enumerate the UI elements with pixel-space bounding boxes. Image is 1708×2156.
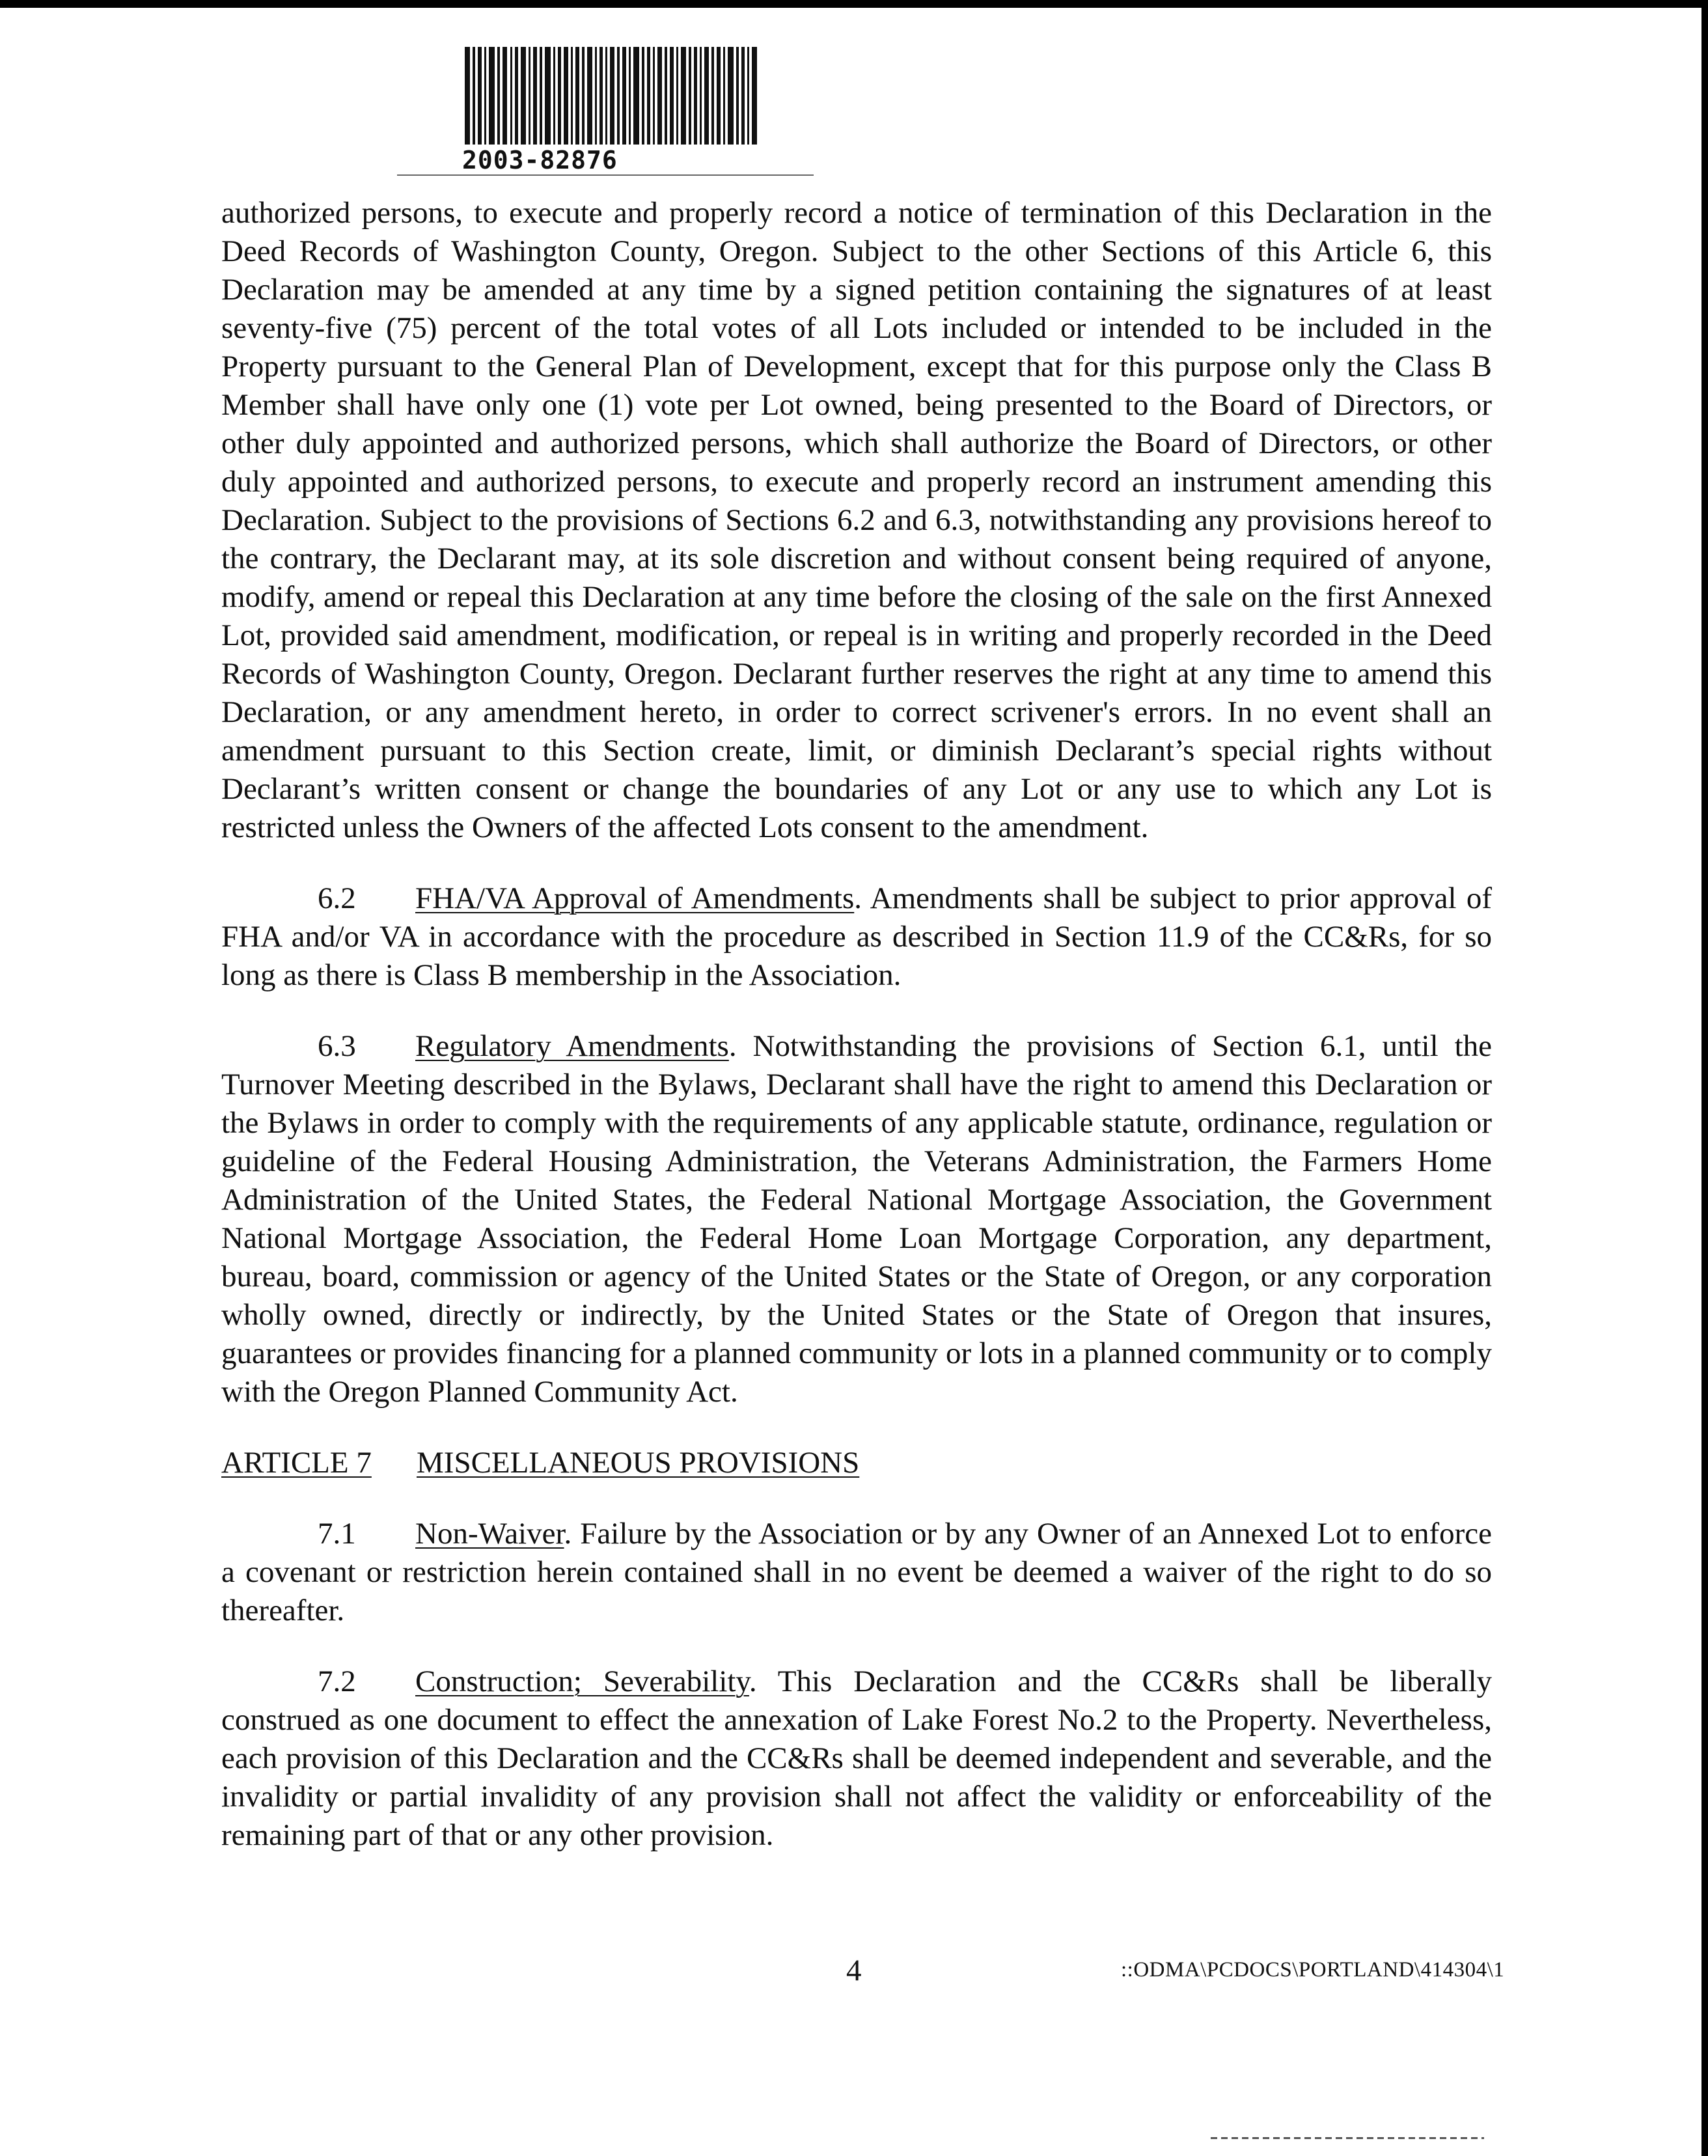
document-path: ::ODMA\PCDOCS\PORTLAND\414304\1 <box>1121 1958 1505 1982</box>
scan-edge-top <box>0 0 1708 8</box>
section-heading: Regulatory Amendments <box>415 1029 729 1063</box>
scan-edge-right <box>1701 0 1708 2156</box>
section-heading: FHA/VA Approval of Amendments <box>415 881 855 915</box>
section-6-3 <box>221 1027 1492 1411</box>
article-7-heading <box>221 1444 1492 1482</box>
section-7-2 <box>221 1663 1492 1855</box>
section-number: 7.2 <box>318 1665 356 1698</box>
section-heading: Non-Waiver <box>415 1517 564 1551</box>
article-title: MISCELLANEOUS PROVISIONS <box>417 1446 860 1480</box>
section-number: 6.3 <box>318 1029 356 1063</box>
section-6-2 <box>221 879 1492 995</box>
barcode-image <box>462 47 762 145</box>
article-number: ARTICLE 7 <box>221 1446 372 1480</box>
section-number: 6.2 <box>318 881 356 915</box>
section-heading: Construction; Severability <box>415 1665 749 1698</box>
recording-barcode <box>462 47 762 174</box>
section-text: . Failure by the Association or by any Owner of an Annexed Lot to enforce a covenant or restriction herein contained shall in no event be deemed a waiver of the right to do so thereafter. <box>221 1517 1492 1627</box>
section-7-1 <box>221 1515 1492 1630</box>
page-number: 4 <box>846 1954 862 1987</box>
section-number: 7.1 <box>318 1517 356 1551</box>
section-text: . Notwithstanding the provisions of Section 6.1, until the Turnover Meeting described in the Bylaws, Declarant shall have the right to amend this Declaration or the Bylaws in order to comply with the requirements of any applicable statute, ordinance, regulation or guideline of the Federal Housing Administration, the Veterans Administration, the Farmers Home Administration of the United States, the Federal National Mortgage Association, the Government National Mortgage Association, the Federal Home Loan Mortgage Corporation, any department, bureau, board, commission or agency of the United States or the State of Oregon, or any corporation wholly owned, directly or indirectly, by the United States or the State of Oregon that insures, guarantees or provides financing for a planned community or lots in a planned community or to comply with the Oregon Planned Community Act. <box>221 1029 1492 1409</box>
bottom-rule <box>1211 2137 1484 2139</box>
barcode-underline <box>397 174 814 176</box>
barcode-number: 2003-82876 <box>462 146 618 174</box>
section-text: . Amendments shall be subject to prior approval of FHA and/or VA in accordance with the procedure as described in Section 11.9 of the CC&Rs, for so long as there is Class B membership in the Association. <box>221 881 1492 992</box>
document-body <box>221 194 1492 1855</box>
section-text: . This Declaration and the CC&Rs shall be liberally construed as one document to effect the annexation of Lake Forest No.2 to the Property. Nevertheless, each provision of this Declaration and the CC&Rs shall be deemed independent and severable, and the invalidity or partial invalidity of any provision shall not affect the validity or enforceability of the remaining part of that or any other provision. <box>221 1665 1493 1852</box>
intro-paragraph: authorized persons, to execute and properly record a notice of termination of this Declaration in the Deed Records of Washington County, Oregon. Subject to the other Sections of this Article 6, this Declaration may be amended at any time by a signed petition containing the signatures of at least seventy-five (75) percent of the total votes of all Lots included or intended to be included in the Property pursuant to the General Plan of Development, except that for this purpose only the Class B Member shall have only one (1) vote per Lot owned, being presented to the Board of Directors, or other duly appointed and authorized persons, which shall authorize the Board of Directors, or other duly appointed and authorized persons, to execute and properly record an instrument amending this Declaration. Subject to the provisions of Sections 6.2 and 6.3, notwithstanding any provisions hereof to the contrary, the Declarant may, at its sole discretion and without consent being required of anyone, modify, amend or repeal this Declaration at any time before the closing of the sale on the first Annexed Lot, provided said amendment, modification, or repeal is in writing and properly recorded in the Deed Records of Washington County, Oregon. Declarant further reserves the right at any time to amend this Declaration, or any amendment hereto, in order to correct scrivener's errors. In no event shall an amendment pursuant to this Section create, limit, or diminish Declarant’s special rights without Declarant’s written consent or change the boundaries of any Lot or any use to which any Lot is restricted unless the Owners of the affected Lots consent to the amendment. <box>221 196 1492 844</box>
